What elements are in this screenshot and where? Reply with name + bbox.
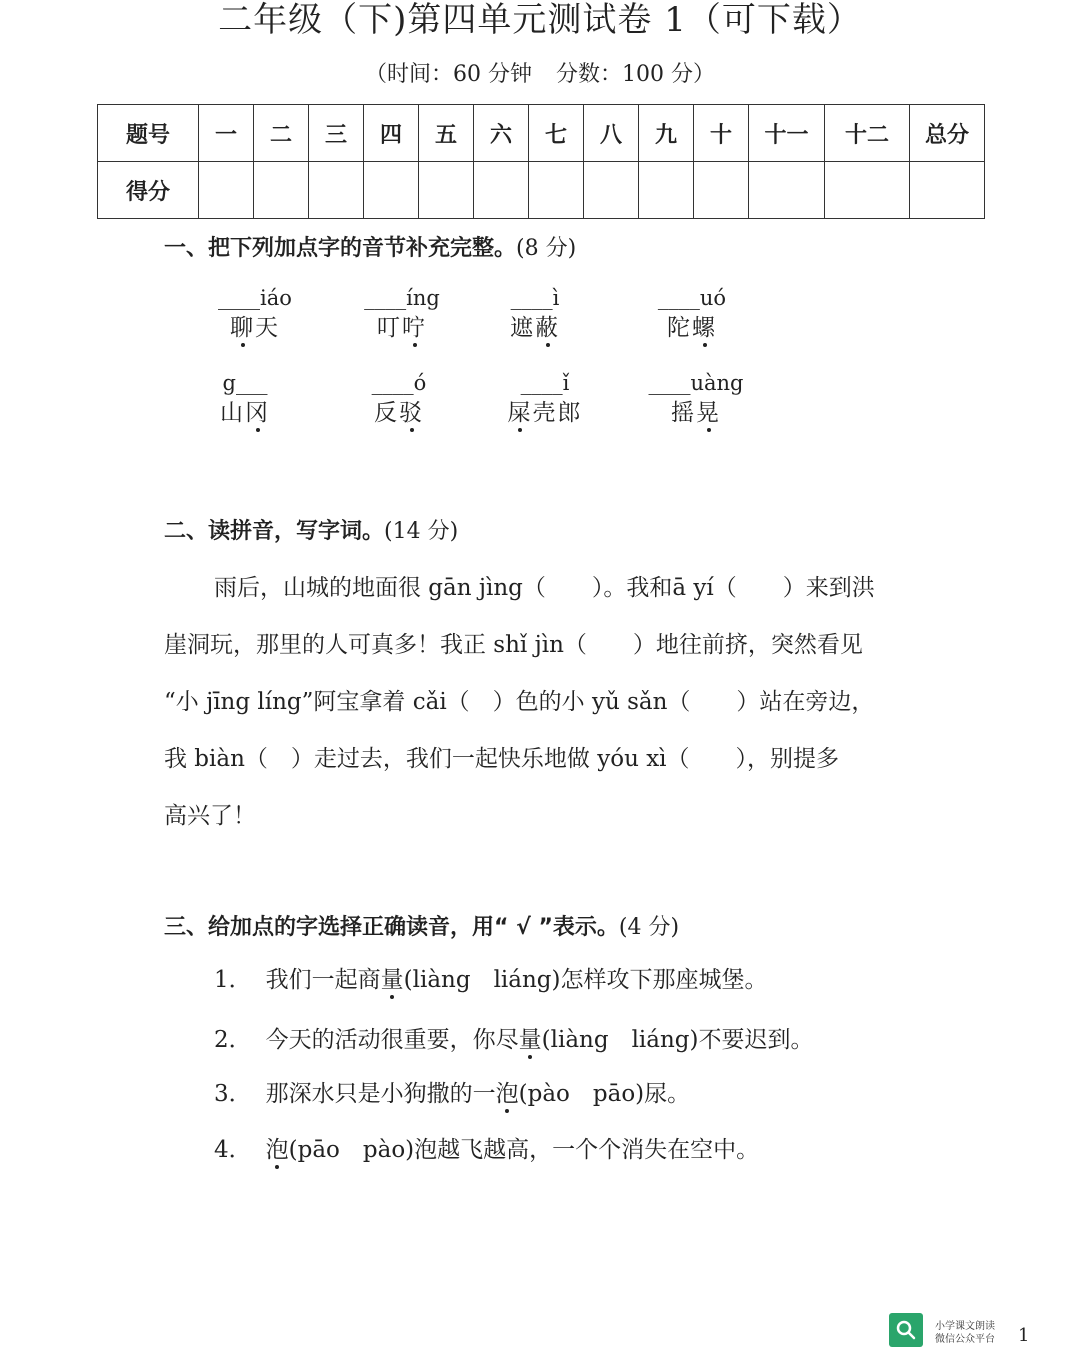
pinyin-blank[interactable]: ____uó [657,286,727,310]
dotted-char: 屎 [507,400,533,426]
section1-title [164,234,576,264]
pinyin-item [642,284,742,344]
hanzi-rest: 遮 [510,315,535,341]
pinyin-blank[interactable]: ____iáo [218,286,292,310]
passage-line: 雨后，山城的地面很 gān jìng（ ）。我和ā yí（ ）来到洪 [214,575,875,601]
question-options[interactable]: (liàng liáng)怎样攻下那座城堡。 [403,967,768,993]
dotted-char: 量 [380,967,404,993]
exam-info [0,60,1080,90]
dotted-char: 泡 [265,1137,289,1163]
page-title: 二年级（下)第四单元测试卷 1（可下载） [218,0,862,40]
hanzi-rest: 摇 [671,400,696,426]
logo-line1: 小学课文朗读 [935,1321,995,1332]
question-item [214,1079,690,1109]
exam-time: （时间：60 分钟 [365,62,532,87]
dotted-char: 量 [518,1027,542,1053]
hanzi-rest: 山 [220,400,245,426]
hanzi-word [205,312,305,344]
table-cell: 二 [254,105,309,162]
section2-title-text: 二、读拼音，写字词。 [164,519,385,544]
score-input-cell[interactable] [474,162,529,219]
table-cell: 五 [419,105,474,162]
hanzi-word [195,397,295,429]
score-input-cell[interactable] [529,162,584,219]
table-cell: 六 [474,105,529,162]
hanzi-word [490,397,600,429]
table-cell: 十二 [825,105,910,162]
table-row [98,105,985,162]
pinyin-item [352,284,452,344]
pinyin-item [195,369,295,429]
pinyin-blank[interactable]: ____íng [364,286,440,310]
score-table [97,104,985,219]
table-cell: 十一 [749,105,825,162]
question-item [214,1025,814,1055]
section2-points: (14 分) [384,519,459,544]
score-input-cell[interactable] [419,162,474,219]
hanzi-rest: 陀 [667,315,692,341]
question-item [214,965,768,995]
question-item [214,1135,759,1165]
score-input-cell[interactable] [825,162,910,219]
hanzi-word [349,397,449,429]
hanzi-rest: 反 [374,400,399,426]
table-cell: 一 [199,105,254,162]
question-number: 2． [214,1027,252,1053]
passage-line: 我 biàn（ ）走过去，我们一起快乐地做 yóu xì（ ），别提多 [164,746,840,772]
table-cell: 题号 [98,105,199,162]
dotted-char: 聊 [230,315,255,341]
section2-title [164,517,458,547]
pinyin-blank[interactable]: ____ì [510,286,560,310]
pinyin-blank[interactable]: ____ó [371,371,427,395]
section2-passage [164,560,924,845]
hanzi-rest: 叮 [377,315,402,341]
table-cell: 总分 [910,105,985,162]
logo-badge [889,1313,923,1347]
section3-title-text: 三、给加点的字选择正确读音，用“ √ ”表示。 [164,915,619,940]
score-input-cell[interactable] [910,162,985,219]
logo-line2: 微信公众平台 [935,1334,995,1345]
question-options[interactable]: (pào pāo)尿。 [518,1081,691,1107]
score-input-cell[interactable] [584,162,639,219]
score-input-cell[interactable] [694,162,749,219]
dotted-char: 冈 [245,400,270,426]
hanzi-word [485,312,585,344]
table-cell: 九 [639,105,694,162]
dotted-char: 咛 [402,315,427,341]
score-input-cell[interactable] [749,162,825,219]
table-cell: 八 [584,105,639,162]
score-input-cell[interactable] [199,162,254,219]
section1-title-text: 一、把下列加点字的音节补充完整。 [164,236,517,261]
passage-line: 崖洞玩，那里的人可真多！我正 shǐ jìn（ ）地往前挤，突然看见 [164,632,863,658]
question-text: 今天的活动很重要，你尽 [265,1027,519,1053]
table-cell: 四 [364,105,419,162]
score-input-cell[interactable] [364,162,419,219]
hanzi-word [642,312,742,344]
dotted-char: 驳 [399,400,424,426]
score-input-cell[interactable] [309,162,364,219]
hanzi-word [641,397,751,429]
question-number: 4． [214,1137,252,1163]
table-cell: 七 [529,105,584,162]
section3-points: (4 分) [618,915,680,940]
hanzi-rest: 天 [255,315,280,341]
pinyin-blank[interactable]: ____ǐ [520,371,570,395]
exam-score: 分数：100 分） [556,62,715,87]
hanzi-rest: 壳郎 [532,400,583,426]
hanzi-word [352,312,452,344]
score-input-cell[interactable] [639,162,694,219]
table-cell: 十 [694,105,749,162]
question-number: 3． [214,1081,252,1107]
table-cell: 三 [309,105,364,162]
pinyin-item [490,369,600,429]
pinyin-item [349,369,449,429]
search-icon [889,1313,923,1347]
score-input-cell[interactable] [254,162,309,219]
dotted-char: 泡 [495,1081,519,1107]
wechat-platform-logo[interactable] [889,1313,1009,1347]
question-options[interactable]: (pāo pào)泡越飞越高，一个个消失在空中。 [288,1137,760,1163]
dotted-char: 螺 [692,315,717,341]
section1-points: (8 分) [516,236,577,261]
table-row [98,162,985,219]
dotted-char: 蔽 [535,315,560,341]
pinyin-item [485,284,585,344]
table-cell: 得分 [98,162,199,219]
passage-line: “小 jīng líng”阿宝拿着 cǎi（ ）色的小 yǔ sǎn（ ）站在旁边， [164,689,875,715]
dotted-char: 晃 [696,400,721,426]
section3-title [164,913,679,943]
question-text: 我们一起商 [265,967,381,993]
question-text: 那深水只是小狗撒的一 [265,1081,496,1107]
pinyin-item [205,284,305,344]
page-number: 1 [1018,1325,1030,1346]
question-options[interactable]: (liàng liáng)不要迟到。 [541,1027,814,1053]
pinyin-blank[interactable]: g___ [222,371,268,395]
question-number: 1． [214,967,252,993]
pinyin-blank[interactable]: ____uàng [648,371,744,395]
pinyin-item [641,369,751,429]
passage-line: 高兴了！ [164,803,256,829]
